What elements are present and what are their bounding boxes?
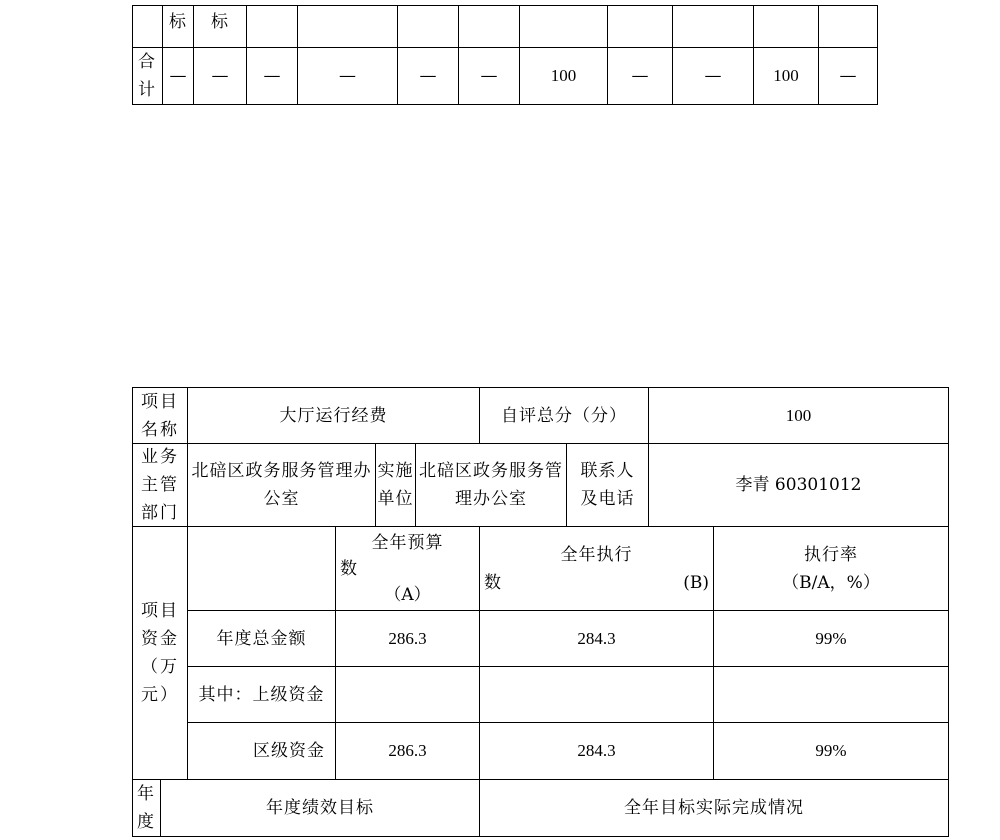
funds-row-rate: 99% <box>713 722 949 780</box>
funds-row-label: 其中：上级资金 <box>187 666 336 723</box>
exec-header <box>479 526 714 611</box>
top-header-cell <box>519 5 608 48</box>
exec-header-line1: 全年执行 <box>560 545 633 565</box>
funds-row-exec: 284.3 <box>479 722 714 780</box>
funds-row-budget: 286.3 <box>335 722 480 780</box>
goal-header: 年度绩效目标 <box>160 779 480 837</box>
funds-row-rate: 99% <box>713 610 949 667</box>
top-header-cell <box>672 5 754 48</box>
total-cell: — <box>397 47 459 105</box>
total-cell: — <box>162 47 194 105</box>
budget-header-line1: 全年预算 <box>371 533 444 553</box>
impl-label: 实施 单位 <box>375 443 416 527</box>
top-header-cell <box>397 5 459 48</box>
total-cell: — <box>818 47 878 105</box>
project-name-value: 大厅运行经费 <box>187 387 480 444</box>
top-header-cell <box>753 5 819 48</box>
exec-header-line2: 数 <box>484 573 502 593</box>
funds-row-label: 年度总金额 <box>187 610 336 667</box>
rate-header <box>713 526 949 611</box>
total-cell: — <box>458 47 520 105</box>
dept-label: 业务 主管 部门 <box>132 443 188 527</box>
top-header-label-1: 标 <box>162 5 194 48</box>
rate-header-line2: （B/A，%） <box>782 572 880 593</box>
funds-row-exec: 284.3 <box>479 610 714 667</box>
funds-label: 项目 资金 （万 元） <box>132 526 188 780</box>
exec-header-line3: (B) <box>683 573 709 593</box>
total-cell-score: 100 <box>753 47 819 105</box>
top-cell-blank <box>132 5 163 48</box>
top-header-cell <box>458 5 520 48</box>
funds-row-rate <box>713 666 949 723</box>
total-cell: — <box>246 47 298 105</box>
total-cell: — <box>672 47 754 105</box>
project-name-label: 项目 名称 <box>132 387 188 444</box>
budget-header-line2: 数 <box>340 559 358 579</box>
rate-header-line1: 执行率 <box>804 544 858 565</box>
funds-header-blank <box>187 526 336 611</box>
year-label: 年 度 <box>132 779 161 837</box>
total-cell: — <box>193 47 247 105</box>
actual-header: 全年目标实际完成情况 <box>479 779 949 837</box>
total-cell: — <box>607 47 673 105</box>
contact-value: 李青 60301012 <box>648 443 949 527</box>
top-header-cell <box>297 5 398 48</box>
top-header-label-2: 标 <box>193 5 247 48</box>
top-header-cell <box>818 5 878 48</box>
top-header-cell <box>607 5 673 48</box>
total-cell: — <box>297 47 398 105</box>
dept-value: 北碚区政务服务管理办 公室 <box>187 443 376 527</box>
budget-header <box>335 526 480 611</box>
top-header-cell <box>246 5 298 48</box>
impl-value: 北碚区政务服务管 理办公室 <box>415 443 567 527</box>
funds-row-budget <box>335 666 480 723</box>
funds-row-budget: 286.3 <box>335 610 480 667</box>
total-cell-score: 100 <box>519 47 608 105</box>
funds-row-label: 区级资金 <box>187 722 336 780</box>
self-score-label: 自评总分（分） <box>479 387 649 444</box>
budget-header-line3: （A） <box>384 585 431 605</box>
total-row-label: 合 计 <box>132 47 163 105</box>
funds-row-exec <box>479 666 714 723</box>
self-score-value: 100 <box>648 387 949 444</box>
contact-label: 联系人 及电话 <box>566 443 649 527</box>
